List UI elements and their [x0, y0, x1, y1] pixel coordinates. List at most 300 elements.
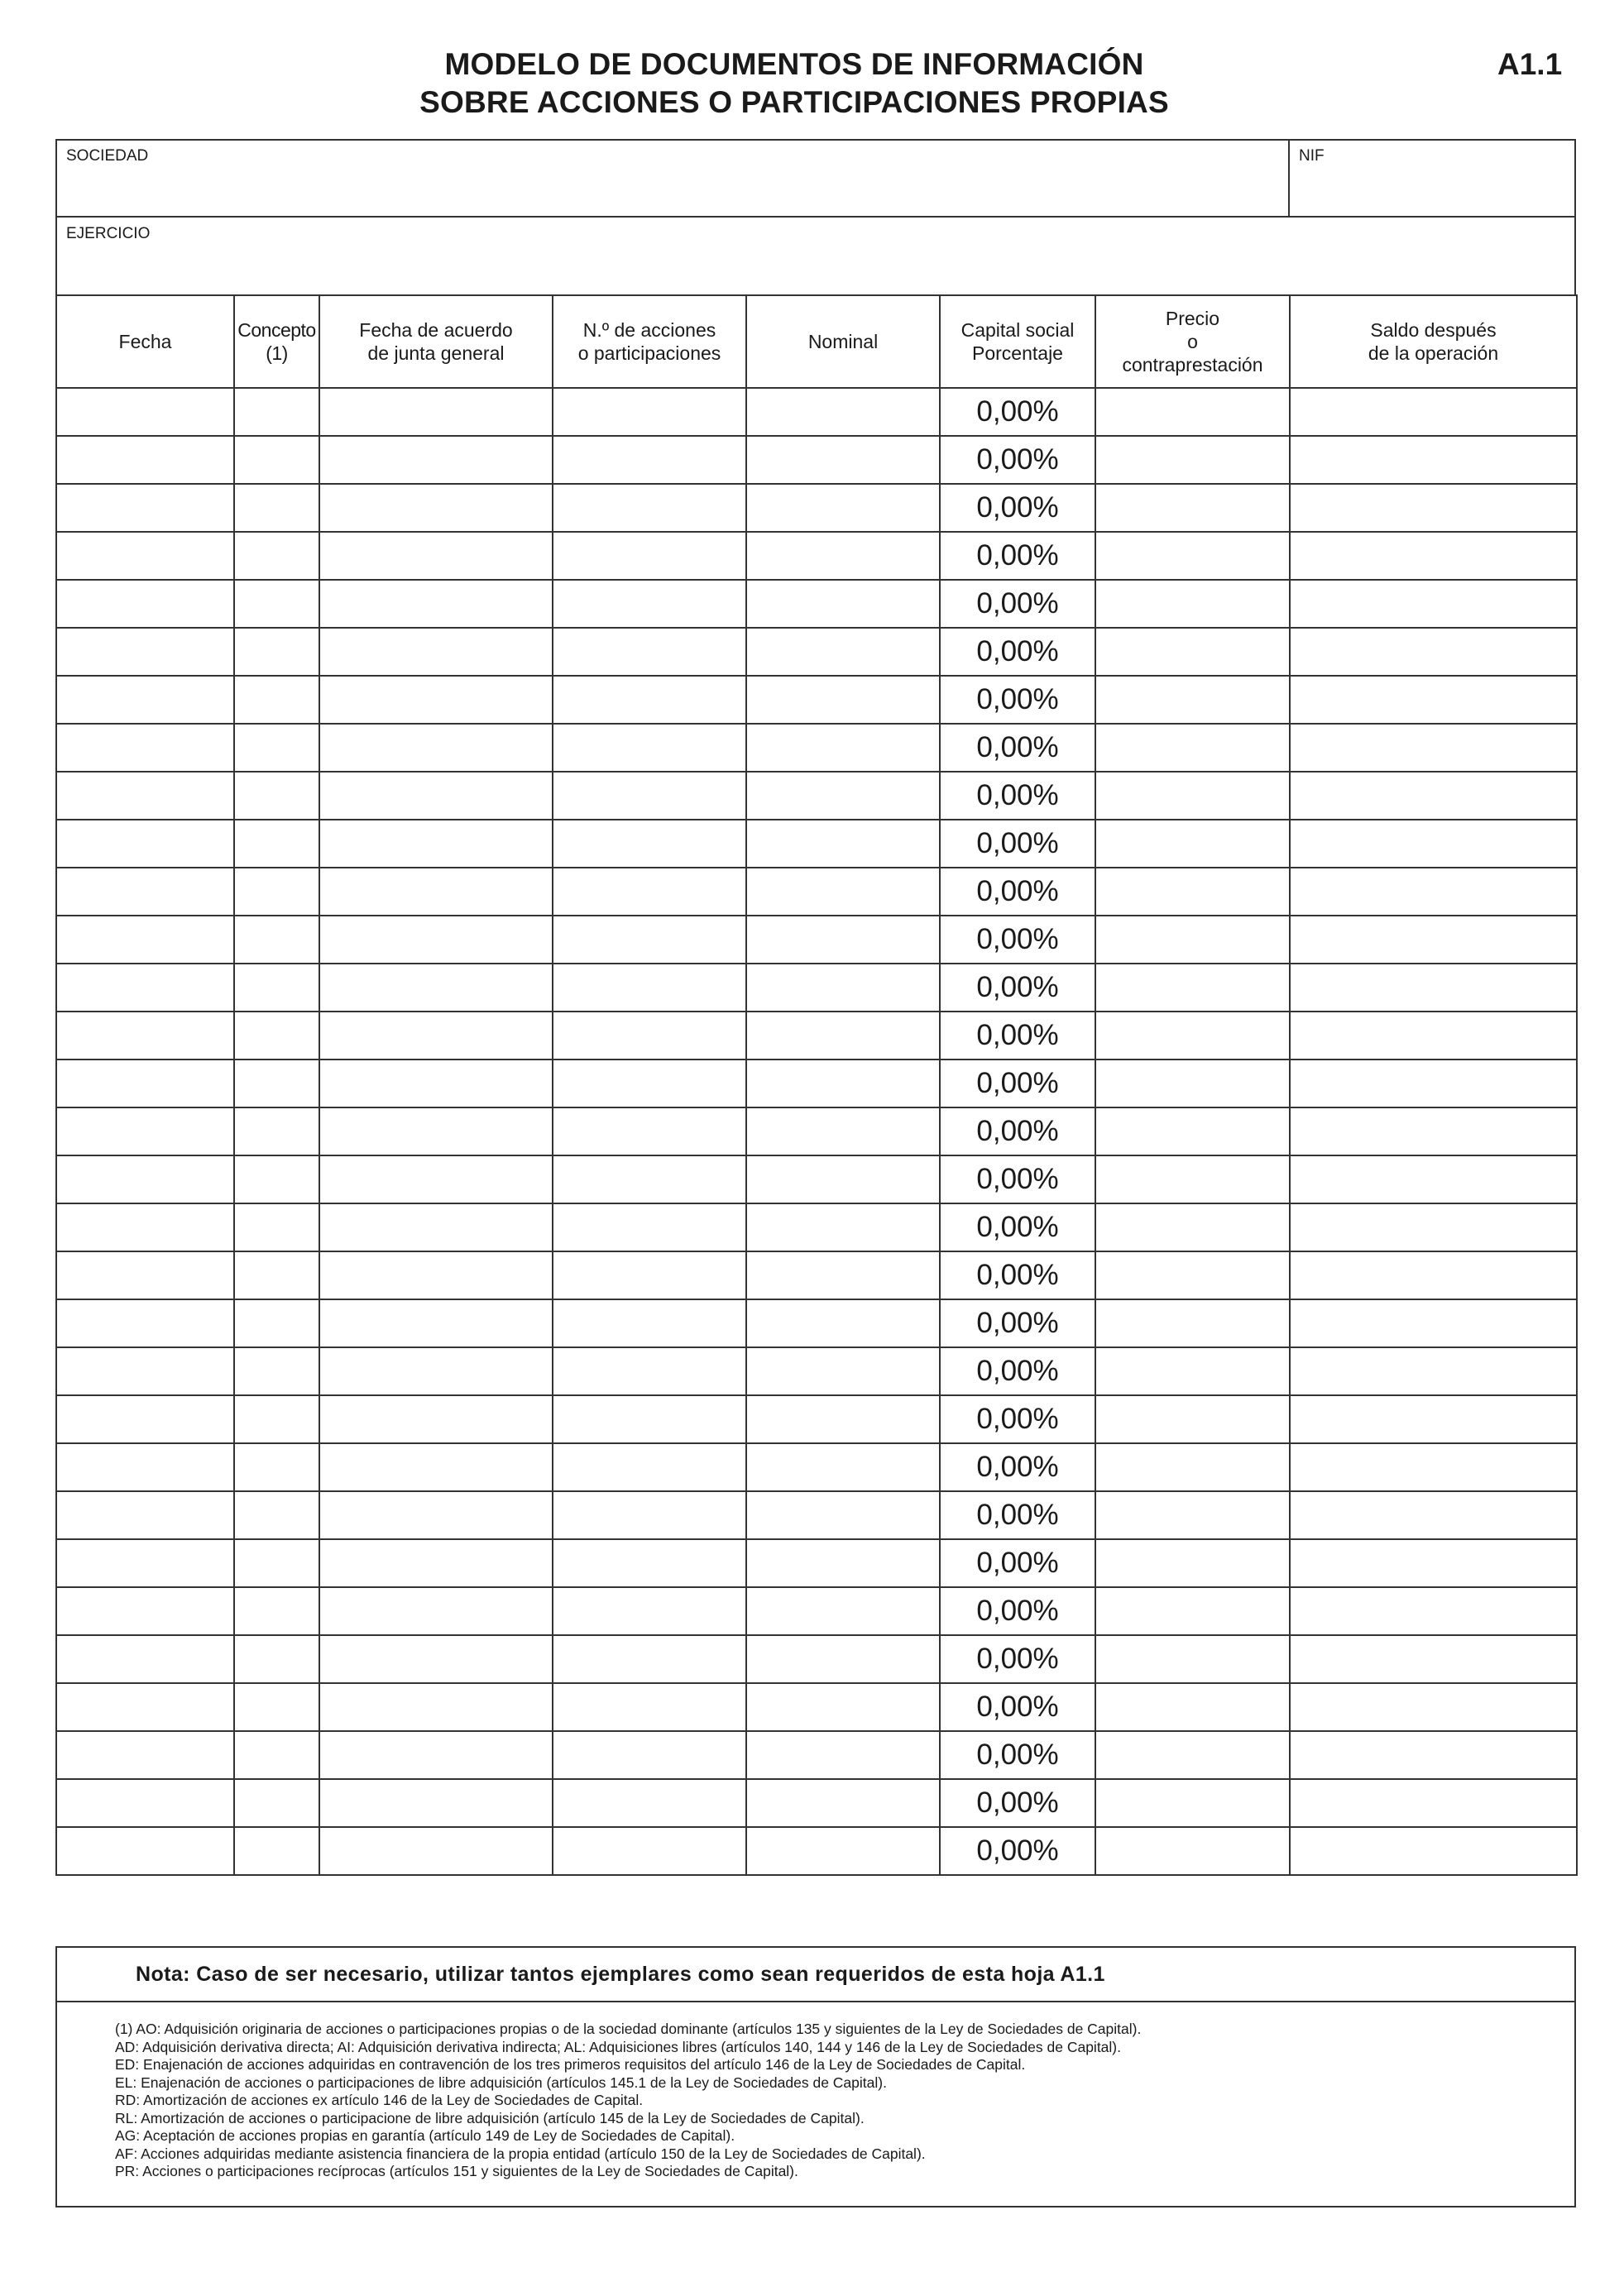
- cell-concepto[interactable]: [234, 676, 319, 724]
- cell-num-acciones[interactable]: [553, 1587, 746, 1635]
- cell-concepto[interactable]: [234, 1587, 319, 1635]
- cell-porcentaje[interactable]: 0,00%: [940, 1443, 1095, 1491]
- cell-nominal[interactable]: [746, 964, 940, 1012]
- cell-nominal[interactable]: [746, 916, 940, 964]
- cell-precio[interactable]: [1095, 1299, 1290, 1347]
- cell-num-acciones[interactable]: [553, 1827, 746, 1875]
- cell-porcentaje[interactable]: 0,00%: [940, 916, 1095, 964]
- cell-num-acciones[interactable]: [553, 1539, 746, 1587]
- table-row: [56, 1443, 1577, 1491]
- cell-precio[interactable]: [1095, 1251, 1290, 1299]
- cell-concepto[interactable]: [234, 724, 319, 772]
- cell-saldo[interactable]: [1290, 1107, 1577, 1155]
- cell-fecha-acuerdo[interactable]: [319, 1395, 553, 1443]
- cell-porcentaje[interactable]: 0,00%: [940, 484, 1095, 532]
- cell-nominal[interactable]: [746, 1107, 940, 1155]
- cell-saldo[interactable]: [1290, 532, 1577, 580]
- cell-saldo[interactable]: [1290, 1443, 1577, 1491]
- cell-concepto[interactable]: [234, 1491, 319, 1539]
- cell-fecha[interactable]: [56, 1107, 234, 1155]
- cell-concepto[interactable]: [234, 1827, 319, 1875]
- cell-saldo[interactable]: [1290, 1395, 1577, 1443]
- col-header-precio: Precio o contraprestación: [1095, 295, 1290, 388]
- cell-concepto[interactable]: [234, 1012, 319, 1060]
- cell-num-acciones[interactable]: [553, 1155, 746, 1203]
- legend-line: (1) AO: Adquisición originaria de acciones o participaciones propias o de la sociedad dominante (artículos 135 y siguientes de la Ley de Sociedades de Capital).: [115, 2021, 1142, 2037]
- cell-porcentaje[interactable]: 0,00%: [940, 1299, 1095, 1347]
- cell-precio[interactable]: [1095, 1635, 1290, 1683]
- cell-saldo[interactable]: [1290, 916, 1577, 964]
- cell-fecha[interactable]: [56, 1827, 234, 1875]
- table-row: [56, 436, 1577, 484]
- cell-fecha-acuerdo[interactable]: [319, 1491, 553, 1539]
- cell-num-acciones[interactable]: [553, 1012, 746, 1060]
- cell-precio[interactable]: [1095, 436, 1290, 484]
- cell-porcentaje[interactable]: 0,00%: [940, 1587, 1095, 1635]
- cell-porcentaje[interactable]: 0,00%: [940, 388, 1095, 436]
- cell-saldo[interactable]: [1290, 1587, 1577, 1635]
- table-row: [56, 1251, 1577, 1299]
- cell-fecha[interactable]: [56, 724, 234, 772]
- cell-concepto[interactable]: [234, 1539, 319, 1587]
- cell-porcentaje[interactable]: 0,00%: [940, 1539, 1095, 1587]
- cell-fecha-acuerdo[interactable]: [319, 580, 553, 628]
- cell-fecha-acuerdo[interactable]: [319, 1587, 553, 1635]
- cell-saldo[interactable]: [1290, 1299, 1577, 1347]
- cell-fecha[interactable]: [56, 916, 234, 964]
- cell-fecha-acuerdo[interactable]: [319, 1779, 553, 1827]
- cell-nominal[interactable]: [746, 388, 940, 436]
- cell-fecha[interactable]: [56, 1779, 234, 1827]
- cell-num-acciones[interactable]: [553, 628, 746, 676]
- cell-concepto[interactable]: [234, 916, 319, 964]
- cell-porcentaje[interactable]: 0,00%: [940, 1251, 1095, 1299]
- cell-concepto[interactable]: [234, 1203, 319, 1251]
- cell-fecha[interactable]: [56, 1012, 234, 1060]
- title-line-1: MODELO DE DOCUMENTOS DE INFORMACIÓN: [444, 47, 1144, 81]
- cell-porcentaje[interactable]: 0,00%: [940, 1827, 1095, 1875]
- cell-saldo[interactable]: [1290, 676, 1577, 724]
- cell-num-acciones[interactable]: [553, 484, 746, 532]
- table-row: [56, 724, 1577, 772]
- cell-fecha-acuerdo[interactable]: [319, 1251, 553, 1299]
- cell-concepto[interactable]: [234, 436, 319, 484]
- cell-nominal[interactable]: [746, 1347, 940, 1395]
- cell-precio[interactable]: [1095, 1107, 1290, 1155]
- cell-precio[interactable]: [1095, 772, 1290, 820]
- cell-nominal[interactable]: [746, 1203, 940, 1251]
- cell-porcentaje[interactable]: 0,00%: [940, 1107, 1095, 1155]
- cell-saldo[interactable]: [1290, 1827, 1577, 1875]
- table-row: [56, 1491, 1577, 1539]
- cell-concepto[interactable]: [234, 1060, 319, 1107]
- table-row: [56, 1299, 1577, 1347]
- nota-box: [55, 1946, 1576, 2002]
- cell-num-acciones[interactable]: [553, 676, 746, 724]
- cell-porcentaje[interactable]: 0,00%: [940, 964, 1095, 1012]
- cell-fecha[interactable]: [56, 580, 234, 628]
- cell-porcentaje[interactable]: 0,00%: [940, 1060, 1095, 1107]
- legend-line: RL: Amortización de acciones o participacione de libre adquisición (artículo 145 de la Ley de Sociedades de Capital).: [115, 2109, 865, 2126]
- ejercicio-label: EJERCICIO: [66, 225, 151, 242]
- cell-concepto[interactable]: [234, 1155, 319, 1203]
- table-row: [56, 916, 1577, 964]
- cell-saldo[interactable]: [1290, 1491, 1577, 1539]
- cell-fecha[interactable]: [56, 388, 234, 436]
- cell-fecha-acuerdo[interactable]: [319, 1203, 553, 1251]
- cell-fecha-acuerdo[interactable]: [319, 1060, 553, 1107]
- cell-fecha-acuerdo[interactable]: [319, 1107, 553, 1155]
- cell-fecha[interactable]: [56, 1491, 234, 1539]
- cell-fecha[interactable]: [56, 964, 234, 1012]
- cell-porcentaje[interactable]: 0,00%: [940, 1155, 1095, 1203]
- cell-precio[interactable]: [1095, 484, 1290, 532]
- cell-fecha-acuerdo[interactable]: [319, 1347, 553, 1395]
- cell-num-acciones[interactable]: [553, 532, 746, 580]
- cell-concepto[interactable]: [234, 1347, 319, 1395]
- table-row: [56, 1539, 1577, 1587]
- cell-fecha-acuerdo[interactable]: [319, 1731, 553, 1779]
- cell-nominal[interactable]: [746, 1443, 940, 1491]
- table-row: [56, 676, 1577, 724]
- cell-porcentaje[interactable]: 0,00%: [940, 1347, 1095, 1395]
- cell-saldo[interactable]: [1290, 580, 1577, 628]
- cell-fecha-acuerdo[interactable]: [319, 1012, 553, 1060]
- cell-nominal[interactable]: [746, 532, 940, 580]
- cell-saldo[interactable]: [1290, 1060, 1577, 1107]
- cell-precio[interactable]: [1095, 1827, 1290, 1875]
- cell-nominal[interactable]: [746, 1491, 940, 1539]
- cell-concepto[interactable]: [234, 772, 319, 820]
- cell-porcentaje[interactable]: 0,00%: [940, 580, 1095, 628]
- cell-nominal[interactable]: [746, 724, 940, 772]
- cell-porcentaje[interactable]: 0,00%: [940, 1635, 1095, 1683]
- cell-fecha-acuerdo[interactable]: [319, 1155, 553, 1203]
- cell-concepto[interactable]: [234, 868, 319, 916]
- cell-concepto[interactable]: [234, 1395, 319, 1443]
- cell-nominal[interactable]: [746, 676, 940, 724]
- legend-line: AG: Aceptación de acciones propias en garantía (artículo 149 de Ley de Sociedades de Capital).: [115, 2127, 735, 2144]
- cell-concepto[interactable]: [234, 1299, 319, 1347]
- cell-nominal[interactable]: [746, 1587, 940, 1635]
- cell-num-acciones[interactable]: [553, 1251, 746, 1299]
- nif-label: NIF: [1299, 147, 1325, 165]
- cell-precio[interactable]: [1095, 1012, 1290, 1060]
- table-row: [56, 1731, 1577, 1779]
- cell-nominal[interactable]: [746, 820, 940, 868]
- table-row: [56, 868, 1577, 916]
- cell-porcentaje[interactable]: 0,00%: [940, 1012, 1095, 1060]
- legend-line: RD: Amortización de acciones ex artículo 146 de la Ley de Sociedades de Capital.: [115, 2092, 644, 2108]
- cell-nominal[interactable]: [746, 1539, 940, 1587]
- cell-num-acciones[interactable]: [553, 388, 746, 436]
- cell-fecha[interactable]: [56, 676, 234, 724]
- cell-concepto[interactable]: [234, 820, 319, 868]
- cell-fecha-acuerdo[interactable]: [319, 964, 553, 1012]
- cell-num-acciones[interactable]: [553, 820, 746, 868]
- table-row: [56, 628, 1577, 676]
- cell-concepto[interactable]: [234, 580, 319, 628]
- cell-concepto[interactable]: [234, 1251, 319, 1299]
- table-row: [56, 1395, 1577, 1443]
- cell-porcentaje[interactable]: 0,00%: [940, 1395, 1095, 1443]
- legend-line: PR: Acciones o participaciones recíprocas (artículos 151 y siguientes de la Ley de Sociedades de Capital).: [115, 2163, 798, 2179]
- cell-num-acciones[interactable]: [553, 1347, 746, 1395]
- col-header-fecha-acuerdo: Fecha de acuerdo de junta general: [319, 295, 553, 388]
- cell-nominal[interactable]: [746, 1299, 940, 1347]
- cell-nominal[interactable]: [746, 1635, 940, 1683]
- cell-fecha-acuerdo[interactable]: [319, 1635, 553, 1683]
- cell-fecha-acuerdo[interactable]: [319, 436, 553, 484]
- cell-porcentaje[interactable]: 0,00%: [940, 628, 1095, 676]
- cell-porcentaje[interactable]: 0,00%: [940, 1491, 1095, 1539]
- cell-porcentaje[interactable]: 0,00%: [940, 1731, 1095, 1779]
- table-row: [56, 484, 1577, 532]
- cell-concepto[interactable]: [234, 484, 319, 532]
- cell-nominal[interactable]: [746, 436, 940, 484]
- cell-saldo[interactable]: [1290, 388, 1577, 436]
- cell-saldo[interactable]: [1290, 772, 1577, 820]
- cell-precio[interactable]: [1095, 1155, 1290, 1203]
- table-row: [56, 1347, 1577, 1395]
- cell-precio[interactable]: [1095, 868, 1290, 916]
- cell-fecha[interactable]: [56, 1155, 234, 1203]
- cell-precio[interactable]: [1095, 1443, 1290, 1491]
- cell-fecha-acuerdo[interactable]: [319, 916, 553, 964]
- col-header-concepto: Concepto (1): [234, 295, 319, 388]
- cell-fecha-acuerdo[interactable]: [319, 820, 553, 868]
- table-row: [56, 1155, 1577, 1203]
- cell-saldo[interactable]: [1290, 1012, 1577, 1060]
- cell-saldo[interactable]: [1290, 964, 1577, 1012]
- cell-concepto[interactable]: [234, 628, 319, 676]
- cell-concepto[interactable]: [234, 1443, 319, 1491]
- cell-num-acciones[interactable]: [553, 1635, 746, 1683]
- cell-fecha-acuerdo[interactable]: [319, 1827, 553, 1875]
- cell-precio[interactable]: [1095, 1779, 1290, 1827]
- cell-precio[interactable]: [1095, 676, 1290, 724]
- cell-num-acciones[interactable]: [553, 964, 746, 1012]
- cell-nominal[interactable]: [746, 868, 940, 916]
- col-header-fecha: Fecha: [56, 295, 234, 388]
- cell-saldo[interactable]: [1290, 1539, 1577, 1587]
- cell-fecha-acuerdo[interactable]: [319, 1539, 553, 1587]
- cell-precio[interactable]: [1095, 1731, 1290, 1779]
- cell-saldo[interactable]: [1290, 484, 1577, 532]
- cell-fecha[interactable]: [56, 532, 234, 580]
- cell-num-acciones[interactable]: [553, 1060, 746, 1107]
- cell-fecha-acuerdo[interactable]: [319, 628, 553, 676]
- legend-line: ED: Enajenación de acciones adquiridas en contravención de los tres primeros requisitos del artículo 146 de la Ley de Sociedades de Capital.: [115, 2056, 1026, 2073]
- cell-num-acciones[interactable]: [553, 1203, 746, 1251]
- cell-num-acciones[interactable]: [553, 1683, 746, 1731]
- cell-fecha[interactable]: [56, 628, 234, 676]
- cell-nominal[interactable]: [746, 1683, 940, 1731]
- cell-saldo[interactable]: [1290, 724, 1577, 772]
- cell-porcentaje[interactable]: 0,00%: [940, 772, 1095, 820]
- cell-fecha-acuerdo[interactable]: [319, 1443, 553, 1491]
- table-row: [56, 772, 1577, 820]
- table-row: [56, 820, 1577, 868]
- document-title: [248, 45, 1340, 122]
- cell-precio[interactable]: [1095, 1587, 1290, 1635]
- title-line-2: SOBRE ACCIONES O PARTICIPACIONES PROPIAS: [419, 85, 1169, 119]
- table-row: [56, 388, 1577, 436]
- table-row: [56, 1060, 1577, 1107]
- cell-precio[interactable]: [1095, 1203, 1290, 1251]
- cell-fecha-acuerdo[interactable]: [319, 1299, 553, 1347]
- cell-porcentaje[interactable]: 0,00%: [940, 724, 1095, 772]
- cell-num-acciones[interactable]: [553, 1491, 746, 1539]
- cell-num-acciones[interactable]: [553, 436, 746, 484]
- cell-saldo[interactable]: [1290, 1203, 1577, 1251]
- cell-concepto[interactable]: [234, 1107, 319, 1155]
- cell-precio[interactable]: [1095, 1060, 1290, 1107]
- cell-porcentaje[interactable]: 0,00%: [940, 1779, 1095, 1827]
- cell-nominal[interactable]: [746, 628, 940, 676]
- cell-nominal[interactable]: [746, 1012, 940, 1060]
- cell-fecha[interactable]: [56, 1203, 234, 1251]
- cell-num-acciones[interactable]: [553, 916, 746, 964]
- cell-saldo[interactable]: [1290, 1251, 1577, 1299]
- cell-concepto[interactable]: [234, 1635, 319, 1683]
- cell-saldo[interactable]: [1290, 1779, 1577, 1827]
- cell-saldo[interactable]: [1290, 1635, 1577, 1683]
- cell-precio[interactable]: [1095, 724, 1290, 772]
- cell-fecha[interactable]: [56, 1299, 234, 1347]
- cell-precio[interactable]: [1095, 628, 1290, 676]
- table-row: [56, 1683, 1577, 1731]
- cell-fecha[interactable]: [56, 1060, 234, 1107]
- cell-porcentaje[interactable]: 0,00%: [940, 436, 1095, 484]
- cell-saldo[interactable]: [1290, 820, 1577, 868]
- cell-fecha[interactable]: [56, 436, 234, 484]
- cell-num-acciones[interactable]: [553, 1731, 746, 1779]
- cell-fecha-acuerdo[interactable]: [319, 772, 553, 820]
- cell-nominal[interactable]: [746, 1779, 940, 1827]
- cell-num-acciones[interactable]: [553, 1107, 746, 1155]
- cell-precio[interactable]: [1095, 580, 1290, 628]
- cell-saldo[interactable]: [1290, 436, 1577, 484]
- cell-num-acciones[interactable]: [553, 724, 746, 772]
- nif-field[interactable]: [1288, 139, 1576, 218]
- table-row: [56, 1203, 1577, 1251]
- cell-fecha[interactable]: [56, 820, 234, 868]
- cell-concepto[interactable]: [234, 388, 319, 436]
- cell-concepto[interactable]: [234, 964, 319, 1012]
- cell-saldo[interactable]: [1290, 868, 1577, 916]
- cell-fecha[interactable]: [56, 484, 234, 532]
- cell-concepto[interactable]: [234, 1779, 319, 1827]
- cell-num-acciones[interactable]: [553, 1443, 746, 1491]
- cell-fecha[interactable]: [56, 1539, 234, 1587]
- cell-nominal[interactable]: [746, 1060, 940, 1107]
- cell-fecha[interactable]: [56, 1251, 234, 1299]
- cell-num-acciones[interactable]: [553, 1779, 746, 1827]
- cell-precio[interactable]: [1095, 532, 1290, 580]
- cell-porcentaje[interactable]: 0,00%: [940, 868, 1095, 916]
- cell-nominal[interactable]: [746, 580, 940, 628]
- cell-porcentaje[interactable]: 0,00%: [940, 676, 1095, 724]
- cell-precio[interactable]: [1095, 1491, 1290, 1539]
- sociedad-field[interactable]: [55, 139, 1290, 218]
- cell-concepto[interactable]: [234, 1683, 319, 1731]
- col-header-num-acciones: N.º de acciones o participaciones: [553, 295, 746, 388]
- cell-precio[interactable]: [1095, 964, 1290, 1012]
- cell-fecha-acuerdo[interactable]: [319, 484, 553, 532]
- table-row: [56, 1635, 1577, 1683]
- cell-num-acciones[interactable]: [553, 772, 746, 820]
- cell-fecha[interactable]: [56, 1731, 234, 1779]
- cell-fecha-acuerdo[interactable]: [319, 388, 553, 436]
- ejercicio-field[interactable]: [55, 216, 1576, 296]
- cell-nominal[interactable]: [746, 772, 940, 820]
- cell-concepto[interactable]: [234, 532, 319, 580]
- cell-precio[interactable]: [1095, 1683, 1290, 1731]
- cell-fecha-acuerdo[interactable]: [319, 868, 553, 916]
- cell-saldo[interactable]: [1290, 1347, 1577, 1395]
- cell-saldo[interactable]: [1290, 1683, 1577, 1731]
- cell-fecha[interactable]: [56, 772, 234, 820]
- cell-fecha-acuerdo[interactable]: [319, 724, 553, 772]
- cell-fecha[interactable]: [56, 1443, 234, 1491]
- cell-concepto[interactable]: [234, 1731, 319, 1779]
- cell-fecha[interactable]: [56, 1683, 234, 1731]
- cell-porcentaje[interactable]: 0,00%: [940, 532, 1095, 580]
- cell-fecha-acuerdo[interactable]: [319, 1683, 553, 1731]
- cell-porcentaje[interactable]: 0,00%: [940, 1203, 1095, 1251]
- cell-nominal[interactable]: [746, 1155, 940, 1203]
- cell-fecha[interactable]: [56, 1587, 234, 1635]
- cell-precio[interactable]: [1095, 1395, 1290, 1443]
- col-header-capital-social: Capital social Porcentaje: [940, 295, 1095, 388]
- nota-text: Nota: Caso de ser necesario, utilizar tantos ejemplares como sean requeridos de esta hoja A1.1: [136, 1963, 1105, 1986]
- table-row: [56, 532, 1577, 580]
- cell-fecha-acuerdo[interactable]: [319, 532, 553, 580]
- cell-num-acciones[interactable]: [553, 580, 746, 628]
- table-header-row: [56, 295, 1577, 388]
- cell-precio[interactable]: [1095, 388, 1290, 436]
- cell-nominal[interactable]: [746, 1827, 940, 1875]
- cell-nominal[interactable]: [746, 1395, 940, 1443]
- cell-saldo[interactable]: [1290, 1731, 1577, 1779]
- cell-nominal[interactable]: [746, 1731, 940, 1779]
- cell-precio[interactable]: [1095, 1539, 1290, 1587]
- cell-num-acciones[interactable]: [553, 1299, 746, 1347]
- table-row: [56, 1107, 1577, 1155]
- cell-nominal[interactable]: [746, 484, 940, 532]
- cell-saldo[interactable]: [1290, 628, 1577, 676]
- table-row: [56, 580, 1577, 628]
- table-row: [56, 964, 1577, 1012]
- cell-fecha[interactable]: [56, 1347, 234, 1395]
- legend-box: [55, 2001, 1576, 2208]
- cell-saldo[interactable]: [1290, 1155, 1577, 1203]
- cell-precio[interactable]: [1095, 820, 1290, 868]
- cell-nominal[interactable]: [746, 1251, 940, 1299]
- form-code: A1.1: [1497, 47, 1563, 81]
- cell-fecha[interactable]: [56, 1395, 234, 1443]
- cell-num-acciones[interactable]: [553, 868, 746, 916]
- cell-porcentaje[interactable]: 0,00%: [940, 820, 1095, 868]
- cell-precio[interactable]: [1095, 1347, 1290, 1395]
- cell-fecha-acuerdo[interactable]: [319, 676, 553, 724]
- cell-precio[interactable]: [1095, 916, 1290, 964]
- cell-num-acciones[interactable]: [553, 1395, 746, 1443]
- cell-porcentaje[interactable]: 0,00%: [940, 1683, 1095, 1731]
- cell-fecha[interactable]: [56, 1635, 234, 1683]
- cell-fecha[interactable]: [56, 868, 234, 916]
